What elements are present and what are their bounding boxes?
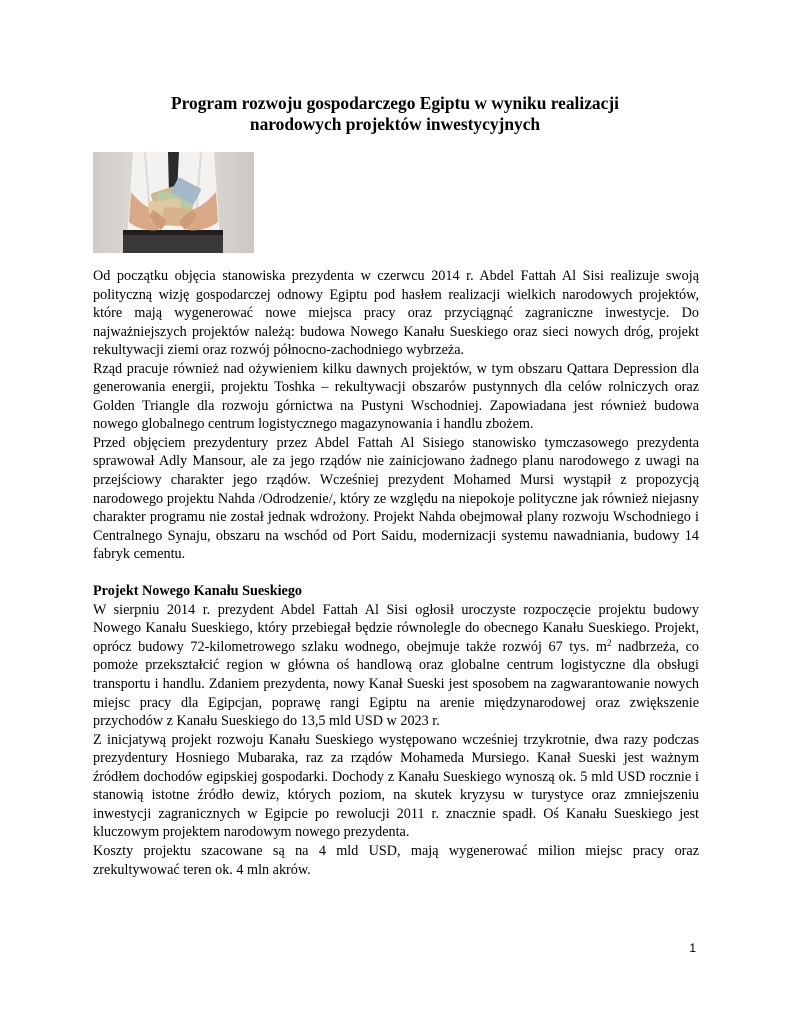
document-title (92, 93, 698, 135)
paragraph: Od początku objęcia stanowiska prezydenta w czerwcu 2014 r. Abdel Fattah Al Sisi realizuje swoją polityczną wizję gospodarczej odnowy Egiptu pod hasłem realizacji wielkich narodowych projektów, które mają wygenerować nowe miejsca pracy oraz przyciągnąć zagraniczne inwestycje. Do najważniejszych projektów należą: budowa Nowego Kanału Sueskiego oraz sieci nowych dróg, projekt rekultywacji ziemi oraz rozwój północno-zachodniego wybrzeża. (93, 268, 699, 359)
title-line-2: narodowych projektów inwestycyjnych (249, 114, 541, 134)
paragraph-text: W sierpniu 2014 r. prezydent Abdel Fattah Al Sisi ogłosił uroczyste rozpoczęcie projektu budowy Nowego Kanału Sueskiego, który przebiegał będzie równolegle do obecnego Kanału Sueskiego. Projekt, oprócz budowy 72-kilometrowego szlaku wodnego, obejmuje także rozwój 67 tys. m (93, 601, 699, 655)
paragraph (93, 601, 699, 731)
paragraph-text: nadbrzeża, co pomoże przekształcić region w główna oś handlową oraz globalne centrum logistyczne dla obsługi transportu i handlu. Zdaniem prezydenta, nowy Kanał Sueski jest sposobem na zagwarantowanie nowych miejsc pracy dla Egipcjan, poprawę rangi Egiptu na arenie międzynarodowej oraz zwiększenie przychodów z Kanału Sueskiego do 13,5 mld USD w 2023 r. (93, 638, 699, 730)
superscript: 2 (606, 637, 612, 648)
page-number: 1 (689, 941, 696, 955)
paragraph: Rząd pracuje również nad ożywieniem kilku dawnych projektów, w tym obszaru Qattara Depression dla generowania energii, projektu Toshka – rekultywacji obszarów pustynnych dla celów rolniczych oraz Golden Triangle dla rozwoju górnictwa na Pustyni Wschodniej. Zapowiadana jest również budowa nowego globalnego centrum logistycznego magazynowania i handlu zbożem. (93, 360, 699, 433)
spacer (93, 564, 699, 583)
title-line-1: Program rozwoju gospodarczego Egiptu w wyniku realizacji (171, 93, 619, 113)
paragraph: Koszty projektu szacowane są na 4 mld USD, mają wygenerować milion miejsc pracy oraz zrekultywować teren ok. 4 mln akrów. (93, 842, 699, 878)
document-body (93, 267, 699, 879)
paragraph: Przed objęciem prezydentury przez Abdel Fattah Al Sisiego stanowisko tymczasowego prezydenta sprawował Adly Mansour, ale za jego rządów nie zainicjowano żadnego planu narodowego z uwagi na przejściowy charakter jego rządów. Wcześniej prezydent Mohamed Mursi wystąpił z propozycją narodowego projektu Nahda /Odrodzenie/, który ze względu na niepokoje polityczne jak również niejasny charakter programu nie został jednak wdrożony. Projekt Nahda obejmował plany rozwoju Wschodniego i Centralnego Synaju, obszaru na wschód od Port Saidu, modernizacji systemu nawadniania, budowy 14 fabryk cementu. (93, 434, 699, 563)
paragraph: Z inicjatywą projekt rozwoju Kanału Sueskiego występowano wcześniej trzykrotnie, dwa razy podczas prezydentury Hosniego Mubaraka, raz za rządów Mohameda Mursiego. Kanał Sueski jest ważnym źródłem dochodów egipskiej gospodarki. Dochody z Kanału Sueskiego wynoszą ok. 5 mld USD rocznie i stanowią istotne źródło dewiz, których poziom, na skutek kryzysu w turystyce oraz zmniejszeniu inwestycji zagranicznych w Egipcie po rewolucji 2011 r. znacznie spadł. Oś Kanału Sueskiego jest kluczowym projektem narodowym nowego prezydenta. (93, 731, 699, 841)
section-heading: Projekt Nowego Kanału Sueskiego (93, 583, 303, 600)
money-hands-photo (93, 152, 254, 253)
